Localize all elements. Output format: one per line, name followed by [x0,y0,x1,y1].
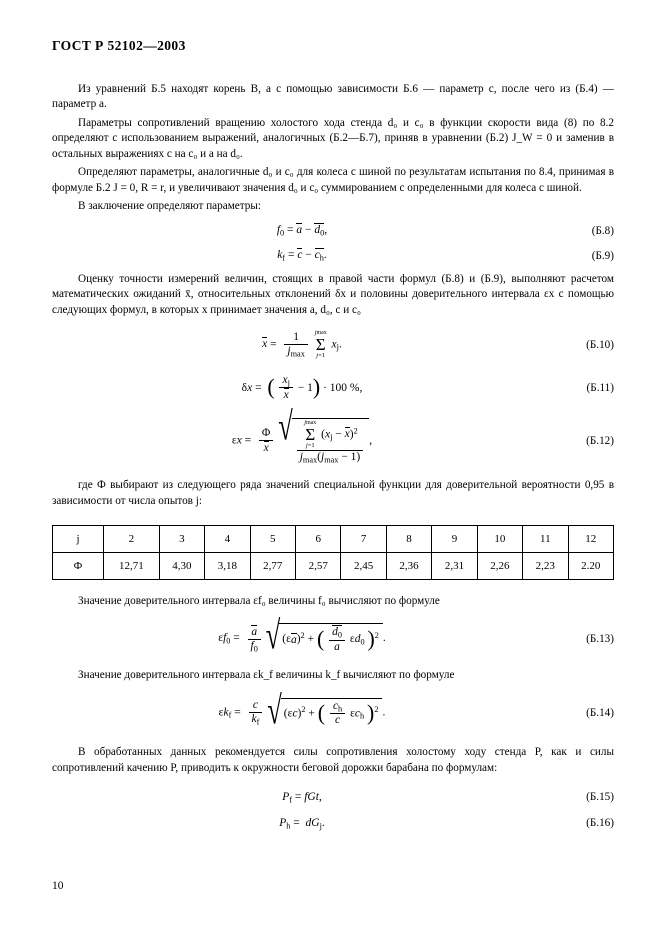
formula-b9 [52,247,614,265]
table-cell: 2,23 [523,553,568,580]
formula-b8 [52,222,614,240]
table-cell: 2,45 [341,553,386,580]
paragraph-5: Оценку точности измерений величин, стоящих в правой части формул (Б.8) и (Б.9), выполняют расчетом математических ожиданий x̄, относительных отклонений δx и половины доверительного интервала εx с помощью следующих формул, в которых x принимает значения a, d₀, c и c₀ [52,272,614,316]
table-cell: 10 [477,526,522,553]
formula-b10-number: (Б.10) [586,338,614,351]
table-cell: 9 [432,526,477,553]
table-cell-label-phi: Ф [53,553,104,580]
table-cell: 2,26 [477,553,522,580]
formula-b14 [52,687,614,733]
formula-b11 [52,374,614,402]
page-header: ГОСТ Р 52102—2003 [52,38,186,53]
table-cell: 2,31 [432,553,477,580]
formula-b15 [52,788,614,806]
formula-b11-body: δx = ( $\frac{x_j}{x}$ − 1) · 100 %, [241,373,363,402]
table-cell: 5 [250,526,295,553]
table-cell: 2,77 [250,553,295,580]
page-number: 10 [52,880,64,892]
formula-b16-body: $P_h = dG_j$. [279,816,325,830]
formula-b15-number: (Б.15) [586,791,614,804]
formula-b13-number: (Б.13) [586,632,614,645]
formula-b12-number: (Б.12) [586,435,614,448]
table-cell: 2,57 [295,553,340,580]
table-cell: 4,30 [159,553,204,580]
paragraph-4: В заключение определяют параметры: [78,200,261,213]
table-cell: 2.20 [568,553,613,580]
table-cell: 12 [568,526,613,553]
document-body [52,82,614,832]
table-cell: 12,71 [104,553,160,580]
table-cell: 7 [341,526,386,553]
formula-b8-number: (Б.8) [591,224,614,237]
table-cell: 11 [523,526,568,553]
paragraph-6: где Ф выбирают из следующего ряда значений специальной функции для доверительной вероятности 0,95 в зависимости от числа опытов j: [52,479,614,507]
table-cell: 8 [386,526,431,553]
paragraph-1: Из уравнений Б.5 находят корень В, а с помощью зависимости Б.6 — параметр c, после чего из (Б.4) — параметр a. [52,83,614,111]
table-cell: 6 [295,526,340,553]
formula-b14-number: (Б.14) [586,706,614,719]
formula-b14-body: $\varepsilon k_f$ = $\frac{c}{k_f}$ √ $(\varepsilon c)^2$ + ( $\frac{c_h}{c}$ $\varepsilon c_h$ )$^2$ . [218,687,386,733]
formula-b12-body: εx = $\frac{\Phi}{x}$ √ jmax Σ j=1 $(x_j - x)^2$ $j_{max}(j_{max} - 1)$ , [231,403,373,464]
formula-b15-body: $P_f$ = fGt, [282,790,322,804]
paragraph-3: Определяют параметры, аналогичные d₀ и c₀ для колеса с шиной по результатам испытания по 8.4, принимая в формуле Б.2 J = 0, R = r, и увеличивают значения d₀ и c₀ суммированием с определенными для колеса с шиной. [52,166,614,194]
formula-b16-number: (Б.16) [586,817,614,830]
paragraph-9: В обработанных данных рекомендуется силы сопротивления холостому ходу стенда P, как и силы сопротивлений качению P, приводить к окружности беговой дорожки барабана по формулам: [52,746,614,774]
paragraph-7: Значение доверительного интервала εf₀ величины f₀ вычисляют по формуле [78,595,440,608]
formula-b8-body: $f_0 = a - d_0$, [276,224,328,238]
table-cell: 4 [205,526,250,553]
formula-b13-body: $\varepsilon f_0$ = $\frac{a}{f_0}$ √ $(\varepsilon a)^2$ + ( $\frac{d_0}{a}$ $\varepsilon d_0$ )$^2$ . [218,612,386,658]
table-cell: 2 [104,526,160,553]
formula-b13 [52,612,614,658]
formula-b12 [52,403,614,464]
table-cell: 2,36 [386,553,431,580]
paragraph-2: Параметры сопротивлений вращению холостого хода стенда d₀ и c₀ в функции скорости вида (8) по 8.2 определяют с использованием выражений, аналогичных (Б.2—Б.7), приняв в уравнении (Б.2) J_W = 0 и заменив в остальных выражениях c на c₀ и a на d₀. [52,116,614,160]
table-row-phi [53,553,614,580]
formula-b9-number: (Б.9) [591,249,614,262]
table-cell: 3 [159,526,204,553]
table-cell-label-j: j [53,526,104,553]
formula-b10-body: x = $\frac{1}{j_{max}}$ jmax Σ j=1 $x_j$. [262,328,342,359]
probability-table [52,525,614,580]
paragraph-8: Значение доверительного интервала εk_f величины k_f вычисляют по формуле [78,669,455,682]
formula-b16 [52,814,614,832]
formula-b10 [52,330,614,360]
formula-b11-number: (Б.11) [586,381,614,394]
formula-b9-body: $k_f = c - c_h$. [277,249,327,263]
table-cell: 3,18 [205,553,250,580]
table-row-j [53,526,614,553]
